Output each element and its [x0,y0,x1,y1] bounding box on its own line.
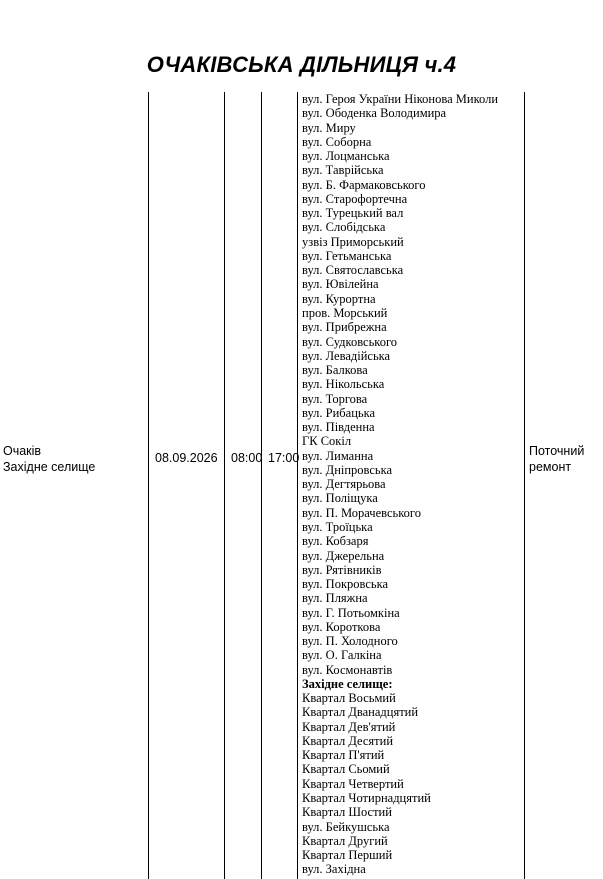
street-item: вул. Курортна [302,291,376,306]
street-item: вул. Торгова [302,391,368,406]
street-item: вул. Бейкушська [302,819,390,834]
street-item: вул. Судковського [302,334,398,349]
street-item: вул. Дегтярьова [302,477,386,492]
street-item: вул. Гетьманська [302,248,392,263]
street-item: Квартал Дев'ятий [302,719,396,734]
street-item: ГК Сокіл [302,434,352,449]
street-item: вул. Троїцька [302,519,373,534]
street-item: вул. Джерельна [302,548,385,563]
time-start-cell: 08:00 [231,451,263,465]
street-item: вул. Рятівників [302,562,382,577]
street-item: Квартал Четвертий [302,776,404,791]
locality-city: Очаків [3,444,42,458]
locality-cell [3,444,95,475]
street-item: вул. Рибацька [302,405,376,420]
street-item: вул. Миру [302,120,356,135]
street-item: вул. Південна [302,420,375,435]
street-item: вул. О. Галкіна [302,648,382,663]
street-item: вул. Героя України Ніконова Миколи [302,92,499,106]
street-item: вул. Поліщука [302,491,378,506]
column-divider [224,92,225,879]
column-divider [297,92,298,879]
street-item: вул. Б. Фармаковського [302,177,426,192]
work-type-line: ремонт [529,459,572,474]
street-item: Квартал Дванадцятий [302,705,419,720]
street-item: вул. Лиманна [302,448,374,463]
street-item: вул. Ободенка Володимира [302,106,447,121]
street-item: вул. Таврійська [302,163,384,178]
column-divider [148,92,149,879]
street-item: узвіз Приморський [302,234,404,249]
street-item: вул. Покровська [302,577,389,592]
column-divider [524,92,525,879]
street-item: вул. Левадійська [302,348,391,363]
street-item: вул. Прибрежна [302,320,387,335]
time-end-cell: 17:00 [268,451,300,465]
street-item: Квартал Десятий [302,733,394,748]
date-cell: 08.09.2026 [155,451,218,465]
street-item: вул. Турецький вал [302,206,404,221]
work-type-line: Поточний [529,444,585,458]
street-item: вул. Дніпровська [302,462,393,477]
street-item: Квартал Перший [302,848,393,863]
street-item: вул. Пляжна [302,591,368,606]
street-item: вул. П. Морачевського [302,505,421,520]
street-item: Квартал Шостий [302,805,392,820]
street-item: вул. Ювілейна [302,277,379,292]
street-item: Квартал Другий [302,833,388,848]
street-item: вул. Слобідська [302,220,386,235]
street-item: Квартал Сьомий [302,762,390,777]
street-list [302,92,524,877]
street-item: Квартал Восьмий [302,691,396,706]
street-item: вул. Старофортечна [302,191,408,206]
street-group-heading: Західне селище: [302,676,393,691]
street-item: вул. Соборна [302,134,372,149]
work-type-cell [529,444,584,475]
street-item: вул. Святославська [302,263,404,278]
locality-area: Західне селище [3,459,96,474]
street-item: вул. Космонавтів [302,662,393,677]
street-item: вул. Кобзаря [302,534,369,549]
street-item: вул. Західна [302,862,366,877]
street-item: вул. Балкова [302,363,368,378]
street-item: пров. Морський [302,305,388,320]
street-item: вул. Нікольська [302,377,385,392]
street-item: вул. П. Холодного [302,634,398,649]
column-divider [261,92,262,879]
street-item: Квартал Чотирнадцятий [302,791,431,806]
street-item: Квартал П'ятий [302,748,385,763]
street-item: вул. Г. Потьомкіна [302,605,400,620]
page-title: ОЧАКІВСЬКА ДІЛЬНИЦЯ ч.4 [146,52,457,77]
street-item: вул. Лоцманська [302,149,390,164]
street-item: вул. Короткова [302,619,381,634]
